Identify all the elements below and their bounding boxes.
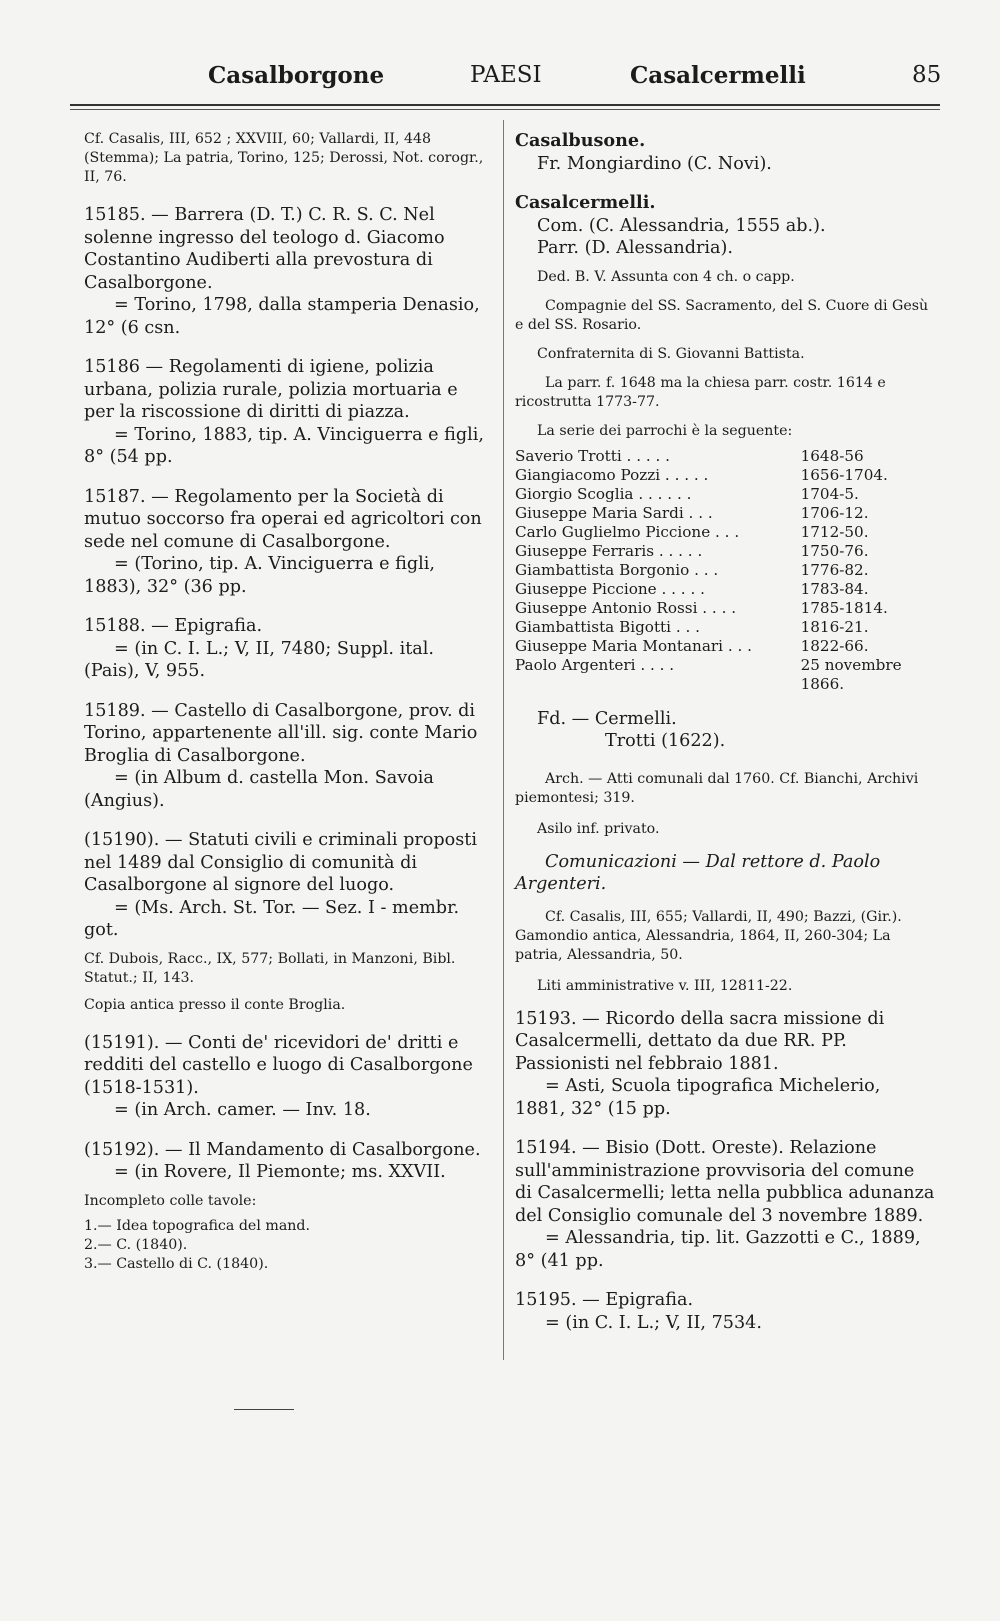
parroco-name: Giuseppe Maria Montanari . . . <box>515 636 752 655</box>
parroco-name: Giuseppe Ferraris . . . . . <box>515 541 703 560</box>
running-head-section: PAESI <box>470 62 542 88</box>
table-row <box>515 447 935 466</box>
parroco-years: 1785-1814. <box>800 598 888 617</box>
entry-imprint: = Alessandria, tip. lit. Gazzotti e C., 1889, 8° (41 pp. <box>515 1228 921 1271</box>
serie-intro-block <box>515 422 935 441</box>
table-row <box>515 466 935 485</box>
right-column <box>515 130 935 1351</box>
table-row <box>515 599 935 618</box>
parroco-name: Giangiacomo Pozzi . . . . . <box>515 465 709 484</box>
comunicazioni-line: Comunicazioni — Dal rettore d. Paolo Argenteri. <box>515 851 881 894</box>
liti-block <box>515 977 935 996</box>
entry-note: Incompleto colle tavole: <box>84 1192 257 1209</box>
column-divider <box>503 120 504 1360</box>
parroci-table <box>515 447 935 694</box>
end-rule <box>234 1409 294 1410</box>
entry-imprint: = (in Arch. camer. — Inv. 18. <box>114 1100 371 1120</box>
entry-15187 <box>84 486 488 599</box>
entry-imprint: = (Torino, tip. A. Vinciguerra e figli, 1883), 32° (36 pp. <box>84 554 435 597</box>
entry-cf: Cf. Dubois, Racc., IX, 577; Bollati, in Manzoni, Bibl. Statut.; II, 143. <box>84 950 456 986</box>
section-heading: Casalcermelli. <box>515 192 656 213</box>
entry-15186 <box>84 356 488 469</box>
list-item: 1.— Idea topografica del mand. <box>84 1217 311 1234</box>
entry-imprint: = (in Rovere, Il Piemonte; ms. XXVII. <box>114 1162 446 1182</box>
page-number: 85 <box>912 62 942 88</box>
parrocchia-fondazione-block <box>515 374 935 412</box>
table-row <box>515 542 935 561</box>
list-item: 2.— C. (1840). <box>84 1236 188 1253</box>
entry-15192 <box>84 1139 488 1274</box>
parroco-years: 1656-1704. <box>800 465 888 484</box>
entry-text: (15191). — Conti de' ricevidori de' dritti e redditi del castello e luogo di Casalborgone (1518-1531). <box>84 1032 473 1098</box>
entry-note: Copia antica presso il conte Broglia. <box>84 996 346 1013</box>
cf-block-right <box>515 908 935 965</box>
header-rule-thick <box>70 104 940 106</box>
table-row <box>515 561 935 580</box>
table-row <box>515 504 935 523</box>
entry-text: 15185. — Barrera (D. T.) C. R. S. C. Nel solenne ingresso del teologo d. Giacomo Costantino Audiberti alla prevostura di Casalborgone. <box>84 205 445 293</box>
casalbusone-section <box>515 130 935 175</box>
asilo-block <box>515 820 935 839</box>
entry-text: 15187. — Regolamento per la Società di mutuo soccorso fra operai ed agricoltori con sede nel comune di Casalborgone. <box>84 486 482 552</box>
entry-15190 <box>84 829 488 1015</box>
compagnie-line: Compagnie del SS. Sacramento, del S. Cuore di Gesù e del SS. Rosario. <box>515 297 929 333</box>
parroco-name: Giuseppe Antonio Rossi . . . . <box>515 598 737 617</box>
fd-block <box>515 708 935 753</box>
table-row <box>515 656 935 694</box>
parroco-name: Giuseppe Piccione . . . . . <box>515 579 705 598</box>
parroco-name: Carlo Guglielmo Piccione . . . <box>515 522 740 541</box>
serie-intro: La serie dei parrochi è la seguente: <box>537 422 793 439</box>
entry-imprint: = (Ms. Arch. St. Tor. — Sez. I - membr. got. <box>84 897 460 940</box>
fd-line: Trotti (1622). <box>605 731 726 751</box>
entry-imprint: = Asti, Scuola tipografica Michelerio, 1881, 32° (15 pp. <box>515 1076 881 1119</box>
running-head-left: Casalborgone <box>208 62 385 89</box>
entry-15188 <box>84 615 488 683</box>
cf-references: Cf. Casalis, III, 655; Vallardi, II, 490; Bazzi, (Gir.). Gamondio antica, Alessandria, 1864, II, 260-304; La patria, Alessandria, 50. <box>515 908 902 963</box>
running-head-right: Casalcermelli <box>630 62 806 89</box>
parrocchia-fondazione-line: La parr. f. 1648 ma la chiesa parr. costr. 1614 e ricostrutta 1773-77. <box>515 374 886 410</box>
entry-15191 <box>84 1032 488 1122</box>
parroco-name: Giambattista Borgonio . . . <box>515 560 719 579</box>
table-row <box>515 523 935 542</box>
table-row <box>515 485 935 504</box>
entry-text: 15193. — Ricordo della sacra missione di Casalcermelli, dettato da due RR. PP. Passionisti nel febbraio 1881. <box>515 1008 885 1074</box>
parroco-name: Giorgio Scoglia . . . . . . <box>515 484 692 503</box>
liti-line: Liti amministrative v. III, 12811-22. <box>537 977 793 994</box>
comune-line: Com. (C. Alessandria, 1555 ab.). <box>537 215 826 236</box>
section-heading: Casalbusone. <box>515 130 646 151</box>
entry-text: 15186 — Regolamenti di igiene, polizia urbana, polizia rurale, polizia mortuaria e per la riscossione di diritti di piazza. <box>84 357 458 422</box>
entry-text: 15189. — Castello di Casalborgone, prov. di Torino, appartenente all'ill. sig. conte Mario Broglia di Casalborgone. <box>84 700 478 766</box>
entry-text: 15194. — Bisio (Dott. Oreste). Relazione sull'amministrazione provvisoria del comune di Casalcermelli; letta nella pubblica adunanza del Consiglio comunale del 3 novembre 1889. <box>515 1138 935 1226</box>
confraternita-block <box>515 345 935 364</box>
compagnie-block <box>515 297 935 335</box>
parroco-name: Saverio Trotti . . . . . <box>515 446 670 465</box>
header-rule-thin <box>70 109 940 110</box>
parroco-years: 1750-76. <box>800 541 869 560</box>
entry-imprint: = (in C. I. L.; V, II, 7534. <box>545 1312 762 1333</box>
entry-15185 <box>84 204 488 339</box>
parroco-years: 1822-66. <box>800 636 869 655</box>
parrocchia-line: Parr. (D. Alessandria). <box>537 238 734 258</box>
parroco-name: Giambattista Bigotti . . . <box>515 617 700 636</box>
table-row <box>515 637 935 656</box>
cf-references: Cf. Casalis, III, 652 ; XXVIII, 60; Vallardi, II, 448 (Stemma); La patria, Torino, 125; Derossi, Not. corogr., II, 76. <box>84 131 484 185</box>
section-line: Fr. Mongiardino (C. Novi). <box>537 153 772 174</box>
entry-text: (15192). — Il Mandamento di Casalborgone. <box>84 1139 481 1160</box>
parroco-years: 1704-5. <box>800 484 859 503</box>
comunicazioni-block <box>515 851 935 896</box>
parroco-years: 1783-84. <box>800 579 869 598</box>
list-item: 3.— Castello di C. (1840). <box>84 1255 269 1272</box>
entry-15195 <box>515 1289 935 1334</box>
reference-casalis-block <box>84 130 488 187</box>
entry-text: 15195. — Epigrafia. <box>515 1290 694 1310</box>
entry-15194 <box>515 1137 935 1272</box>
confraternita-line: Confraternita di S. Giovanni Battista. <box>537 345 805 362</box>
parroco-years: 1648-56 <box>800 446 864 465</box>
parroco-years: 1706-12. <box>800 503 869 522</box>
table-row <box>515 580 935 599</box>
parroco-years: 1776-82. <box>800 560 869 579</box>
table-row <box>515 618 935 637</box>
arch-line: Arch. — Atti comunali dal 1760. Cf. Bianchi, Archivi piemontesi; 319. <box>515 770 919 806</box>
arch-block <box>515 770 935 808</box>
fd-line: Fd. — Cermelli. <box>537 708 677 729</box>
left-column <box>84 130 488 1291</box>
casalcermelli-section <box>515 192 935 260</box>
entry-15193 <box>515 1008 935 1121</box>
parroco-name: Giuseppe Maria Sardi . . . <box>515 503 713 522</box>
entry-15189 <box>84 700 488 813</box>
entry-imprint: = (in C. I. L.; V, II, 7480; Suppl. ital. (Pais), V, 955. <box>84 638 435 681</box>
parroco-years: 1712-50. <box>800 522 869 541</box>
entry-imprint: = (in Album d. castella Mon. Savoia (Angius). <box>84 768 434 811</box>
parroco-name: Paolo Argenteri . . . . <box>515 655 675 674</box>
parroco-years: 1816-21. <box>800 617 869 636</box>
entry-text: (15190). — Statuti civili e criminali proposti nel 1489 dal Consiglio di comunità di Casalborgone al signore del luogo. <box>84 830 477 895</box>
dedication-line: Ded. B. V. Assunta con 4 ch. o capp. <box>537 268 795 285</box>
parroco-years: 25 novembre 1866. <box>800 655 902 693</box>
entry-imprint: = Torino, 1883, tip. A. Vinciguerra e figli, 8° (54 pp. <box>84 424 485 467</box>
dedication-block <box>515 268 935 287</box>
entry-imprint: = Torino, 1798, dalla stamperia Denasio, 12° (6 csn. <box>84 295 480 338</box>
entry-text: 15188. — Epigrafia. <box>84 616 263 636</box>
asilo-line: Asilo inf. privato. <box>537 820 660 837</box>
